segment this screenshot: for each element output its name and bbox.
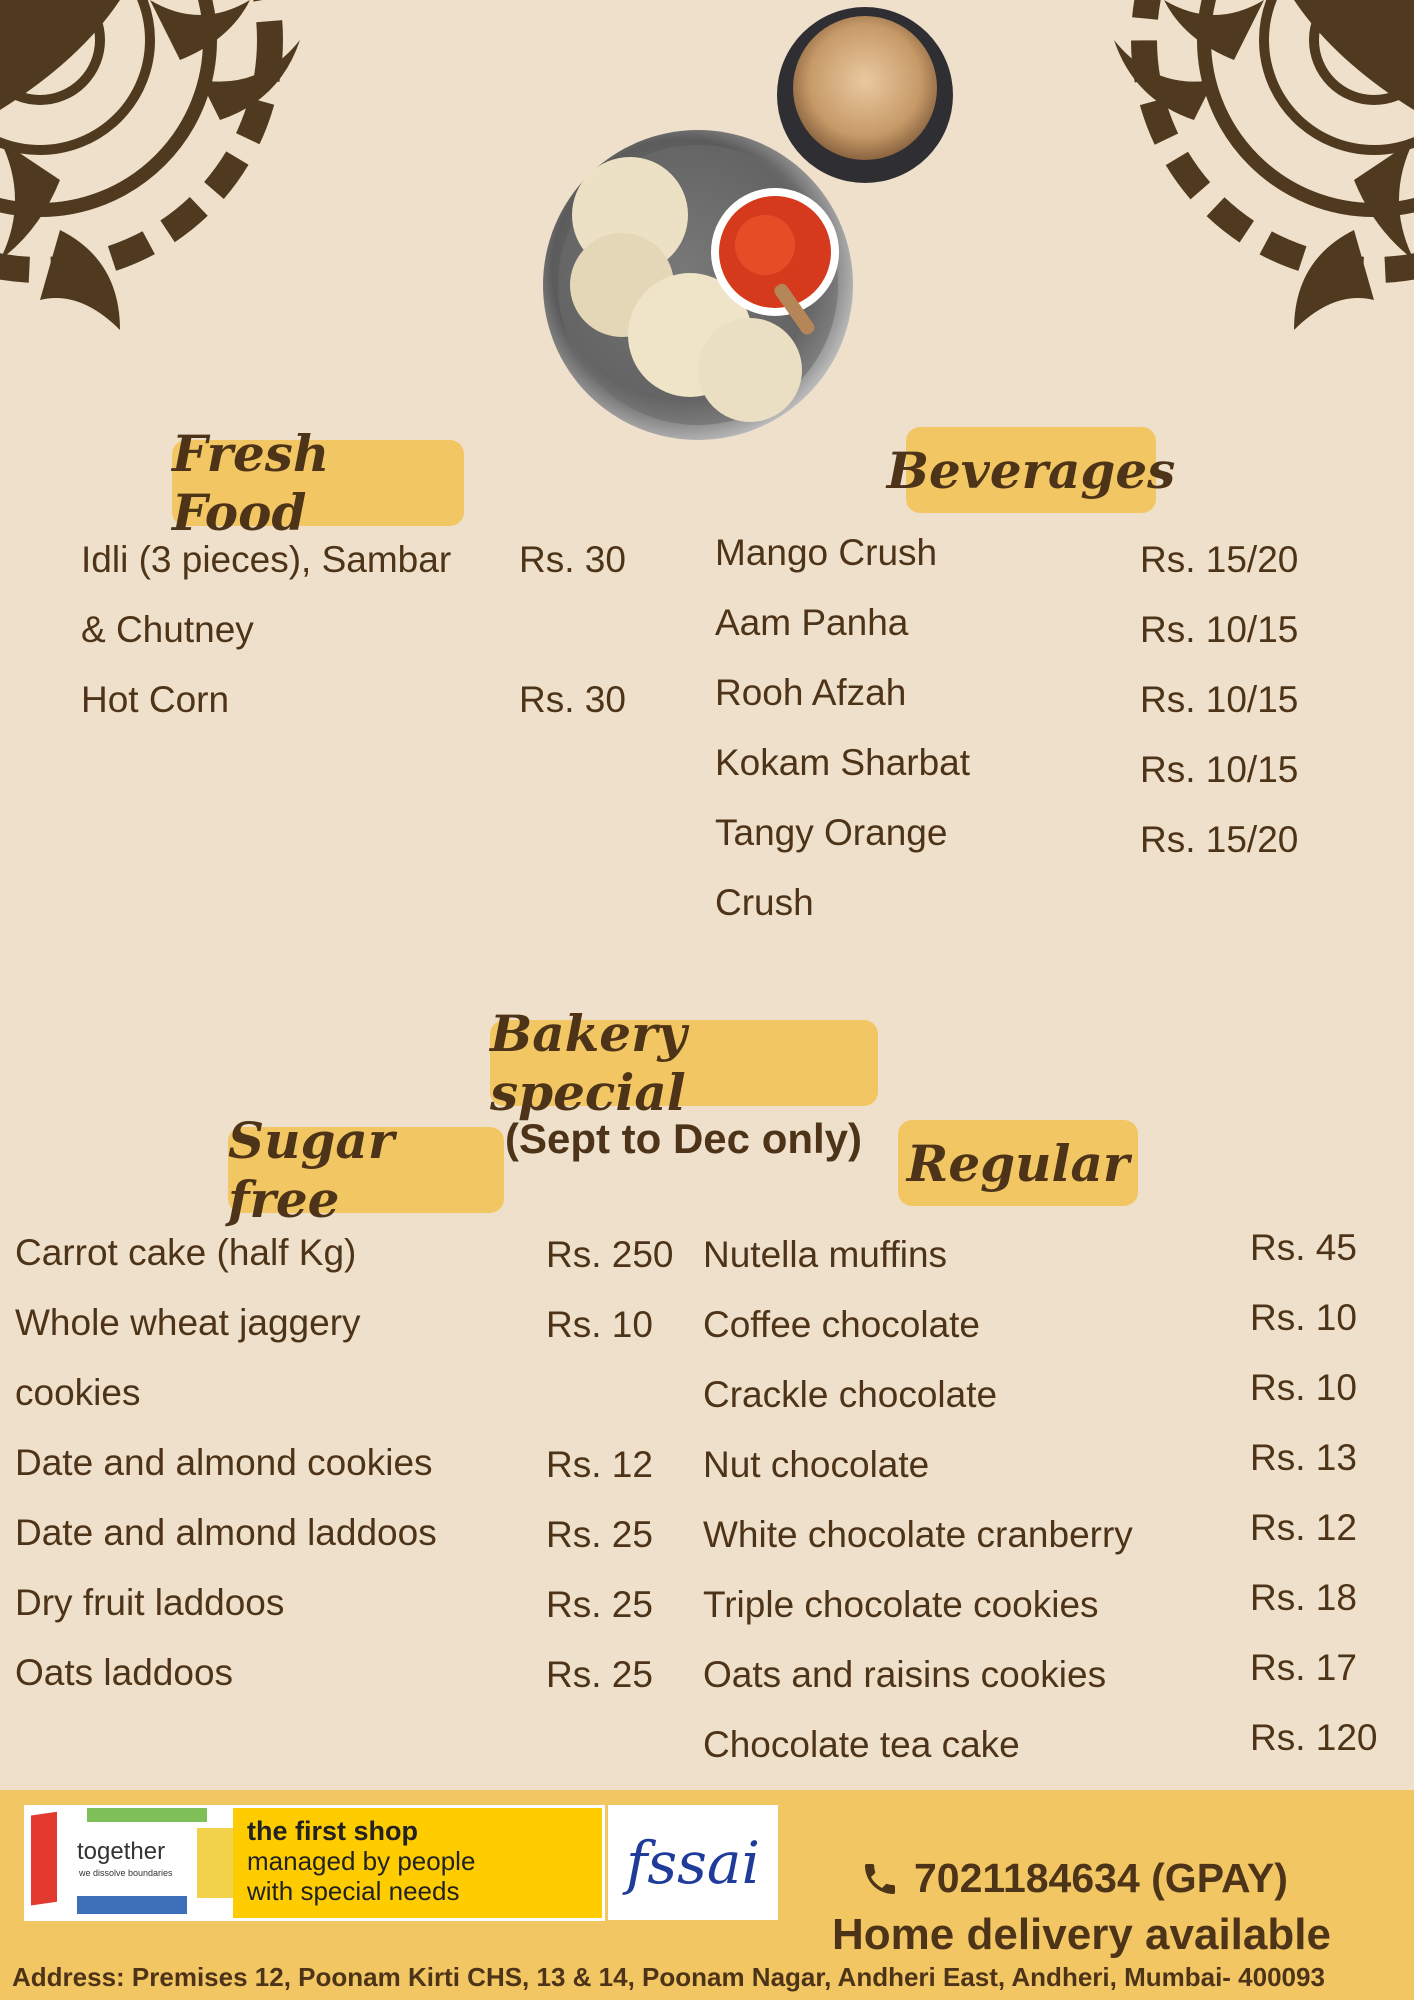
menu-item-name: Hot Corn xyxy=(81,679,230,720)
beverages-heading: Beverages xyxy=(906,427,1156,513)
bakery-special-heading: Bakery special xyxy=(490,1020,878,1106)
regular-item-name: Triple chocolate cookies xyxy=(703,1584,1099,1625)
regular-item-name: Oats and raisins cookies xyxy=(703,1654,1107,1695)
regular-item-price: Rs. 45 xyxy=(1250,1227,1357,1268)
sugar-free-item-price: Rs. 25 xyxy=(546,1584,653,1625)
together-logo-tagline: we dissolve boundaries xyxy=(79,1868,173,1878)
beverage-name-continued: Crush xyxy=(715,882,814,923)
fresh-food-heading: Fresh Food xyxy=(172,440,464,526)
beverage-name: Aam Panha xyxy=(715,602,909,643)
first-shop-text xyxy=(233,1808,602,1918)
fssai-logo-text: fssai xyxy=(625,1828,761,1897)
shop-line-2: managed by people xyxy=(247,1846,476,1876)
phone-number xyxy=(860,1855,1288,1902)
sugar-free-item-name: Dry fruit laddoos xyxy=(15,1582,285,1623)
menu-item-price: Rs. 30 xyxy=(519,539,626,580)
regular-item-price: Rs. 10 xyxy=(1250,1297,1357,1338)
sugar-free-item-price: Rs. 10 xyxy=(546,1304,653,1345)
home-delivery-note: Home delivery available xyxy=(832,1910,1331,1959)
beverage-price: Rs. 15/20 xyxy=(1140,539,1299,580)
sugar-free-item-name: Oats laddoos xyxy=(15,1652,234,1693)
together-logo-word: together xyxy=(77,1838,166,1865)
regular-item-name: Nut chocolate xyxy=(703,1444,930,1485)
sugar-free-item-price: Rs. 12 xyxy=(546,1444,653,1485)
bakery-season-note: (Sept to Dec only) xyxy=(505,1115,863,1162)
idli-plate-icon xyxy=(540,0,960,440)
phone-number-text: 7021184634 (GPAY) xyxy=(914,1855,1288,1901)
beverage-price: Rs. 10/15 xyxy=(1140,609,1299,650)
regular-item-name: Crackle chocolate xyxy=(703,1374,998,1415)
regular-item-name: Coffee chocolate xyxy=(703,1304,981,1345)
regular-item-name: Nutella muffins xyxy=(703,1234,948,1275)
regular-heading: Regular xyxy=(898,1120,1138,1206)
menu-item-name-continued: & Chutney xyxy=(81,609,254,650)
sugar-free-item-price: Rs. 25 xyxy=(546,1654,653,1695)
sugar-free-item-name: Whole wheat jaggery xyxy=(15,1302,361,1343)
sugar-free-item-name-continued: cookies xyxy=(15,1372,141,1413)
regular-item-price: Rs. 120 xyxy=(1250,1717,1378,1758)
mandala-left-icon xyxy=(0,0,320,350)
together-logo xyxy=(27,1808,233,1918)
sugar-free-item-price: Rs. 250 xyxy=(546,1234,674,1275)
mandala-right-icon xyxy=(1094,0,1414,350)
first-shop-logo xyxy=(24,1805,605,1921)
regular-item-price: Rs. 13 xyxy=(1250,1437,1357,1478)
regular-item-price: Rs. 12 xyxy=(1250,1507,1357,1548)
regular-item-name: White chocolate cranberry xyxy=(703,1514,1133,1555)
sugar-free-item-price: Rs. 25 xyxy=(546,1514,653,1555)
beverage-name: Kokam Sharbat xyxy=(715,742,971,783)
menu-item-name: Idli (3 pieces), Sambar xyxy=(81,539,452,580)
beverage-name: Tangy Orange xyxy=(715,812,948,853)
footer-bar xyxy=(0,1790,1414,2000)
tea-cup-icon xyxy=(777,7,953,183)
fssai-logo xyxy=(608,1805,778,1920)
beverage-name: Mango Crush xyxy=(715,532,938,573)
sugar-free-item-name: Date and almond laddoos xyxy=(15,1512,437,1553)
beverage-price: Rs. 10/15 xyxy=(1140,749,1299,790)
sugar-free-item-name: Date and almond cookies xyxy=(15,1442,433,1483)
beverage-price: Rs. 10/15 xyxy=(1140,679,1299,720)
beverage-price: Rs. 15/20 xyxy=(1140,819,1299,860)
beverage-name: Rooh Afzah xyxy=(715,672,907,713)
regular-item-price: Rs. 18 xyxy=(1250,1577,1357,1618)
regular-item-name: Chocolate tea cake xyxy=(703,1724,1020,1765)
shop-line-3: with special needs xyxy=(247,1876,460,1906)
sugar-free-item-name: Carrot cake (half Kg) xyxy=(15,1232,357,1273)
regular-item-price: Rs. 17 xyxy=(1250,1647,1357,1688)
phone-icon xyxy=(860,1859,900,1899)
shop-address: Address: Premises 12, Poonam Kirti CHS, 13 & 14, Poonam Nagar, Andheri East, Andheri, Mumbai- 400093 xyxy=(12,1962,1325,1992)
sugar-free-heading: Sugar free xyxy=(228,1127,504,1213)
shop-line-1: the first shop xyxy=(247,1816,419,1846)
menu-item-price: Rs. 30 xyxy=(519,679,626,720)
regular-item-price: Rs. 10 xyxy=(1250,1367,1357,1408)
